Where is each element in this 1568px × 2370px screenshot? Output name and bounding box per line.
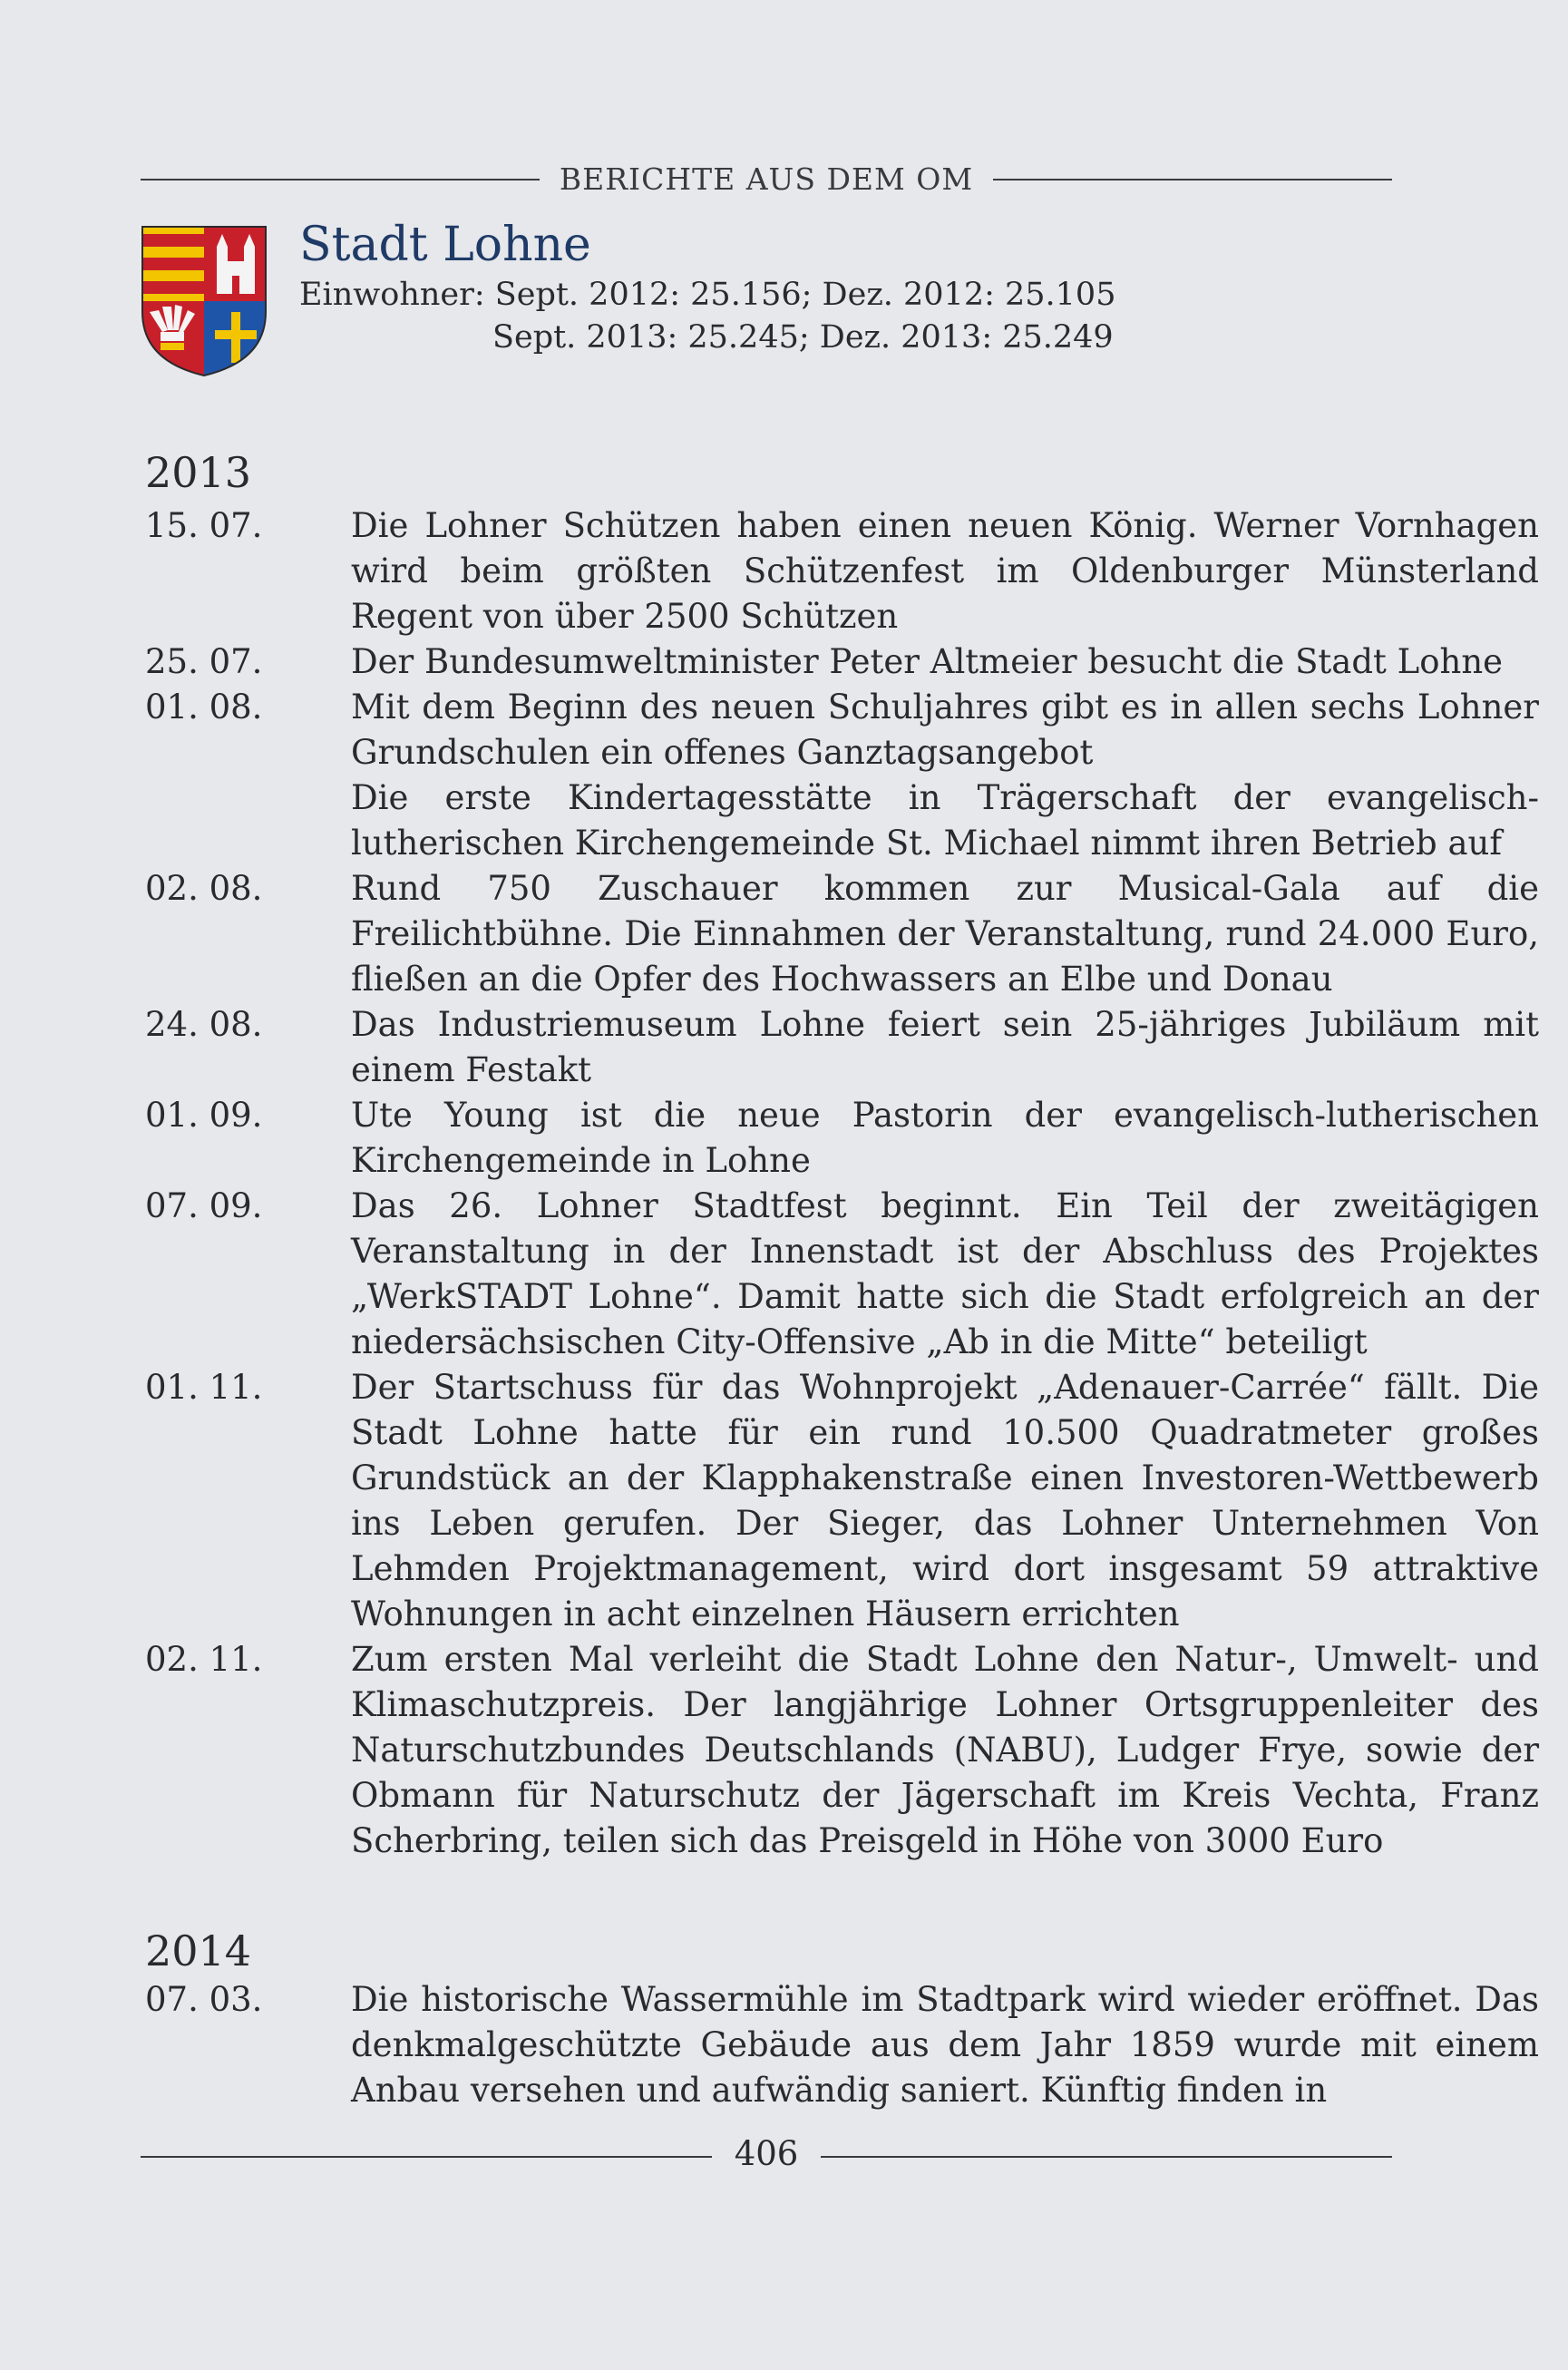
chronicle-entry [145, 1002, 1539, 1093]
coat-of-arms-icon [141, 225, 268, 377]
entry-date: 15. 07. [145, 506, 263, 545]
entry-date: 07. 03. [145, 1980, 263, 2019]
header-rule-right [993, 179, 1392, 180]
population-line-2: Sept. 2013: 25.245; Dez. 2013: 25.249 [492, 319, 1114, 356]
footer-rule-left [141, 2156, 712, 2158]
entry-date: 02. 08. [145, 869, 263, 908]
chronicle-2014 [145, 1977, 1539, 2113]
footer-rule-right [821, 2156, 1392, 2158]
page-footer [141, 2134, 1392, 2180]
header-rule-left [141, 179, 540, 180]
entry-text: Die Lohner Schützen haben einen neuen König. Werner Vornhagen wird beim größten Schützenfest im Oldenburger Münsterland Regent von über 2500 Schützen [351, 506, 1539, 636]
year-heading: 2013 [145, 448, 252, 497]
entry-date: 07. 09. [145, 1186, 263, 1225]
chronicle-entry [145, 503, 1539, 639]
town-title: Stadt Lohne [299, 218, 591, 272]
section-title: BERICHTE AUS DEM OM [559, 161, 974, 197]
entry-date: 01. 08. [145, 688, 263, 727]
entry-text: Das Industriemuseum Lohne feiert sein 25-jähriges Jubiläum mit einem Festakt [351, 1005, 1539, 1089]
entry-text: Der Startschuss für das Wohnprojekt „Adenauer-Carrée“ fällt. Die Stadt Lohne hatte für ein rund 10.500 Quadratmeter großes Grundstück an der Klapphakenstraße einen Investoren-Wettbewerb ins Leben gerufen. Der Sieger, das Lohner Unternehmen Von Lehmden Projektmanagement, wird dort insgesamt 59 attraktive Wohnungen in acht einzelnen Häusern errichten [351, 1368, 1539, 1634]
entry-date: 02. 11. [145, 1640, 263, 1679]
entry-date: 25. 07. [145, 642, 263, 681]
running-header [141, 161, 1392, 198]
entry-text: Mit dem Beginn des neuen Schuljahres gibt es in allen sechs Lohner Grundschulen ein offenes Ganztagsangebot [351, 688, 1539, 772]
chronicle-entry [145, 866, 1539, 1002]
entry-date: 01. 11. [145, 1368, 263, 1407]
entry-text: Das 26. Lohner Stadtfest beginnt. Ein Teil der zweitägigen Veranstaltung in der Innenstadt ist der Abschluss des Projektes „WerkSTADT Lohne“. Damit hatte sich die Stadt erfolgreich an der niedersächsischen City-Offensive „Ab in die Mitte“ beteiligt [351, 1186, 1539, 1361]
entry-text: Der Bundesumweltminister Peter Altmeier besucht die Stadt Lohne [351, 642, 1504, 681]
page-number: 406 [734, 2134, 799, 2173]
year-heading: 2014 [145, 1926, 252, 1975]
entry-date: 24. 08. [145, 1005, 263, 1044]
entry-text: Die erste Kindertagesstätte in Trägerschaft der evangelisch-lutherischen Kirchengemeinde St. Michael nimmt ihren Betrieb auf [351, 778, 1539, 863]
chronicle-entry [145, 1093, 1539, 1184]
chronicle-entry [145, 639, 1504, 685]
chronicle-2013 [145, 503, 1539, 1864]
chronicle-entry [145, 775, 1539, 866]
chronicle-entry [145, 1977, 1539, 2113]
chronicle-entry [145, 1184, 1539, 1365]
chronicle-entry [145, 1365, 1539, 1637]
entry-text: Die historische Wassermühle im Stadtpark wird wieder eröffnet. Das denkmalgeschützte Gebäude aus dem Jahr 1859 wurde mit einem Anbau versehen und aufwändig saniert. Künftig finden in [351, 1980, 1539, 2110]
entry-date: 01. 09. [145, 1096, 263, 1135]
chronicle-entry [145, 685, 1539, 775]
entry-text: Ute Young ist die neue Pastorin der evangelisch-lutherischen Kirchengemeinde in Lohne [351, 1096, 1539, 1180]
population-line-1: Einwohner: Sept. 2012: 25.156; Dez. 2012: 25.105 [299, 277, 1116, 313]
chronicle-entry [145, 1637, 1539, 1864]
entry-text: Zum ersten Mal verleiht die Stadt Lohne den Natur-, Umwelt- und Klimaschutzpreis. Der langjährige Lohner Ortsgruppenleiter des Naturschutzbundes Deutschlands (NABU), Ludger Frye, sowie der Obmann für Naturschutz der Jägerschaft im Kreis Vechta, Franz Scherbring, teilen sich das Preisgeld in Höhe von 3000 Euro [351, 1640, 1539, 1860]
entry-text: Rund 750 Zuschauer kommen zur Musical-Gala auf die Freilichtbühne. Die Einnahmen der Veranstaltung, rund 24.000 Euro, fließen an die Opfer des Hochwassers an Elbe und Donau [351, 869, 1539, 999]
